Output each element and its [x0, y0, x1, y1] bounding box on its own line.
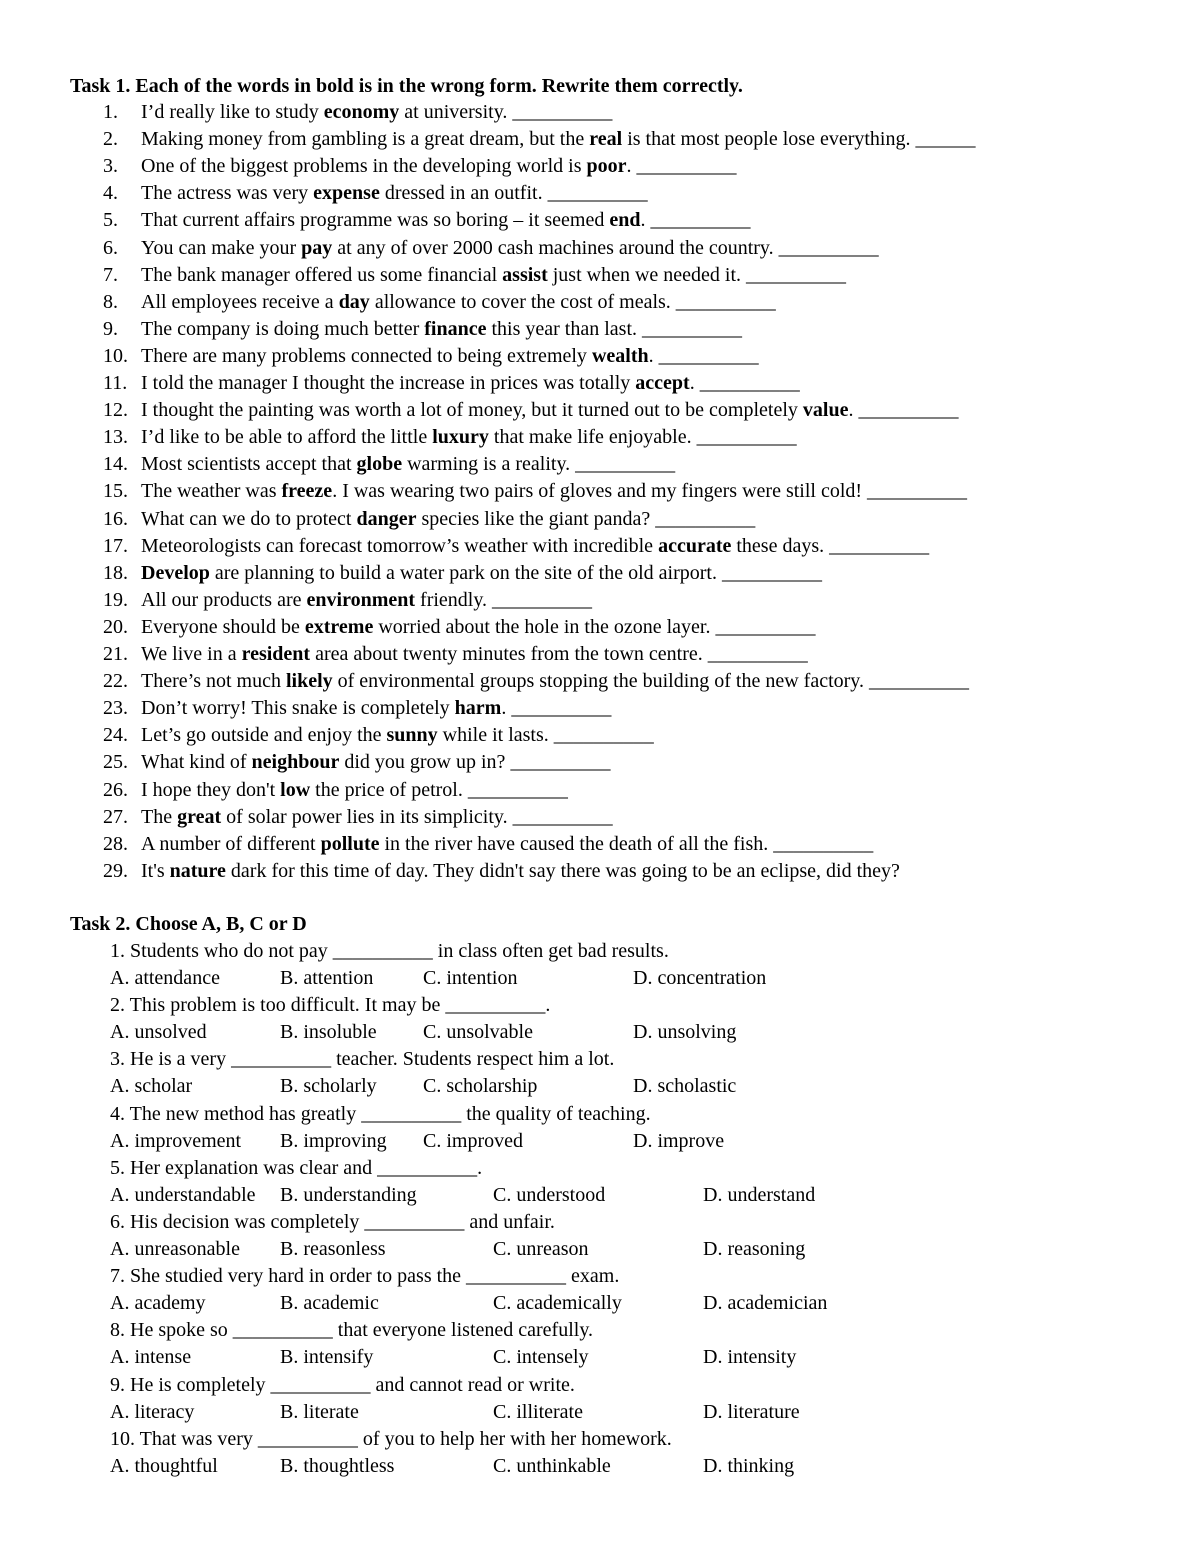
task2-question: 5. Her explanation was clear and __________. — [110, 1156, 483, 1179]
option-c[interactable]: C. understood — [493, 1183, 606, 1206]
task1-item — [103, 507, 755, 531]
option-a[interactable]: A. literacy — [110, 1400, 195, 1423]
task2-options — [110, 966, 910, 990]
item-sentence — [141, 535, 929, 557]
item-number: 18. — [103, 561, 128, 584]
item-number: 26. — [103, 778, 128, 801]
bold-word: accept — [635, 372, 690, 394]
bold-word: extreme — [304, 615, 374, 638]
sentence-before: There’s not much — [141, 670, 286, 693]
item-number: 1. — [103, 101, 118, 123]
option-d[interactable]: D. unsolving — [633, 1021, 737, 1044]
item-number: 29. — [103, 859, 128, 882]
item-sentence — [141, 779, 568, 801]
item-sentence — [141, 182, 648, 204]
sentence-before: I thought the painting was worth a lot of money, but it turned out to be completely — [141, 399, 803, 422]
sentence-after: dressed in an outfit. __________ — [379, 182, 648, 205]
option-c[interactable]: C. unsolvable — [423, 1021, 533, 1044]
item-sentence — [141, 562, 822, 584]
task1-item — [103, 290, 776, 314]
task1-item — [103, 588, 592, 612]
sentence-after: friendly. __________ — [415, 588, 593, 611]
option-d[interactable]: D. improve — [633, 1129, 725, 1152]
item-number: 21. — [103, 643, 128, 665]
item-sentence — [141, 697, 611, 719]
option-a[interactable]: A. unsolved — [110, 1021, 207, 1044]
item-sentence — [141, 101, 612, 123]
option-b[interactable]: B. intensify — [280, 1346, 374, 1369]
option-c[interactable]: C. intention — [423, 967, 518, 989]
bold-word: pay — [301, 236, 333, 259]
item-sentence — [141, 643, 808, 665]
sentence-after: . __________ — [648, 344, 759, 367]
option-b[interactable]: B. improving — [280, 1129, 387, 1152]
task1-item — [103, 127, 975, 151]
sentence-before: Let’s go outside and enjoy the — [141, 724, 387, 747]
task1-item — [103, 344, 759, 368]
option-d[interactable]: D. intensity — [703, 1346, 797, 1369]
bold-word: wealth — [591, 344, 649, 367]
option-a[interactable]: A. understandable — [110, 1183, 256, 1206]
item-number: 16. — [103, 507, 128, 530]
option-b[interactable]: B. understanding — [280, 1183, 417, 1206]
item-number: 27. — [103, 805, 128, 828]
sentence-before: The weather was — [141, 480, 282, 503]
sentence-after: at university. __________ — [399, 101, 613, 123]
item-number: 24. — [103, 724, 128, 747]
item-number: 4. — [103, 182, 118, 205]
item-number: 5. — [103, 209, 118, 232]
item-number: 20. — [103, 615, 128, 638]
option-c[interactable]: C. academically — [493, 1292, 622, 1315]
sentence-after: in the river have caused the death of all the fish. __________ — [379, 832, 874, 855]
item-number: 17. — [103, 534, 128, 557]
item-number: 15. — [103, 480, 128, 503]
bold-word: assist — [502, 263, 548, 286]
task1-item — [103, 100, 612, 124]
sentence-after: . __________ — [848, 399, 959, 422]
sentence-before: Don’t worry! This snake is completely — [141, 697, 455, 720]
task2-options — [110, 1129, 910, 1153]
item-number: 7. — [103, 263, 118, 286]
sentence-after: . __________ — [501, 697, 612, 720]
item-sentence — [141, 806, 613, 828]
sentence-after: did you grow up in? __________ — [339, 751, 611, 774]
sentence-after: of solar power lies in its simplicity. __________ — [221, 805, 613, 828]
task1-title: Task 1. Each of the words in bold is in the wrong form. Rewrite them correctly. — [70, 75, 743, 97]
item-sentence — [141, 508, 755, 530]
bold-word: luxury — [432, 426, 489, 449]
option-a[interactable]: A. improvement — [110, 1129, 242, 1152]
sentence-after: dark for this time of day. They didn't say there was going to be an eclipse, did they? — [225, 859, 900, 882]
sentence-after: just when we needed it. __________ — [547, 263, 847, 286]
task1-item — [103, 805, 613, 829]
sentence-before: All employees receive a — [141, 290, 339, 313]
sentence-before: Meteorologists can forecast tomorrow’s weather with incredible — [141, 534, 659, 557]
option-d[interactable]: D. understand — [703, 1183, 816, 1206]
option-d[interactable]: D. scholastic — [633, 1075, 737, 1098]
item-number: 13. — [103, 426, 128, 449]
option-b[interactable]: B. reasonless — [280, 1238, 386, 1260]
task2-options — [110, 1074, 910, 1098]
option-c[interactable]: C. illiterate — [493, 1400, 583, 1423]
option-b[interactable]: B. academic — [280, 1292, 379, 1315]
task2-question: 1. Students who do not pay __________ in class often get bad results. — [110, 940, 669, 962]
bold-word: expense — [313, 182, 380, 205]
bold-word: harm — [454, 697, 502, 720]
task1-item — [103, 263, 846, 287]
sentence-after: this year than last. __________ — [486, 317, 743, 340]
task1-item — [103, 479, 967, 503]
sentence-before: I told the manager I thought the increase in prices was totally — [141, 372, 636, 394]
option-a[interactable]: A. unreasonable — [110, 1238, 240, 1260]
sentence-before: You can make your — [141, 236, 302, 259]
task1-item — [103, 208, 751, 232]
task2-options — [110, 1400, 910, 1424]
sentence-before: We live in a — [141, 643, 242, 665]
bold-word: economy — [323, 101, 400, 123]
sentence-before: The bank manager offered us some financial — [141, 263, 503, 286]
sentence-before: The company is doing much better — [141, 317, 425, 340]
task1-item — [103, 236, 879, 260]
task1-item — [103, 425, 797, 449]
sentence-after: species like the giant panda? __________ — [416, 507, 756, 530]
option-a[interactable]: A. academy — [110, 1292, 206, 1315]
option-c[interactable]: C. intensely — [493, 1346, 589, 1369]
bold-word: value — [802, 399, 849, 422]
task1-item — [103, 181, 648, 205]
item-number: 14. — [103, 453, 128, 476]
bold-word: real — [589, 128, 623, 151]
task2-question: 2. This problem is too difficult. It may be __________. — [110, 994, 551, 1017]
task1-item — [103, 750, 610, 774]
sentence-before: One of the biggest problems in the developing world is — [141, 155, 587, 178]
sentence-before: What can we do to protect — [141, 507, 357, 530]
option-a[interactable]: A. intense — [110, 1346, 192, 1369]
item-sentence — [141, 345, 759, 367]
item-number: 8. — [103, 290, 118, 313]
item-sentence — [141, 209, 751, 231]
item-sentence — [141, 616, 815, 638]
task1-item — [103, 615, 815, 639]
task1-item — [103, 398, 958, 422]
option-d[interactable]: D. concentration — [633, 967, 767, 989]
item-sentence — [141, 860, 900, 882]
item-sentence — [141, 318, 742, 340]
option-b[interactable]: B. literate — [280, 1400, 359, 1423]
sentence-after: worried about the hole in the ozone layer. __________ — [373, 615, 816, 638]
item-sentence — [141, 291, 776, 313]
option-a[interactable]: A. attendance — [110, 967, 220, 989]
item-sentence — [141, 128, 975, 150]
item-sentence — [141, 670, 969, 692]
task1-item — [103, 669, 969, 693]
sentence-before: What kind of — [141, 751, 252, 774]
task2-question: 9. He is completely __________ and cannot read or write. — [110, 1373, 575, 1396]
item-number: 10. — [103, 344, 128, 367]
option-b[interactable]: B. attention — [280, 967, 374, 989]
task1-item — [103, 452, 675, 476]
item-sentence — [141, 724, 654, 746]
item-sentence — [141, 399, 958, 421]
task2-options — [110, 1183, 910, 1207]
bold-word: accurate — [658, 534, 732, 557]
bold-word: poor — [586, 155, 627, 178]
task1-item — [103, 859, 900, 883]
sentence-after: at any of over 2000 cash machines around the country. __________ — [332, 236, 879, 259]
sentence-before: I’d really like to study — [141, 101, 324, 123]
sentence-before: It's — [141, 859, 170, 882]
item-sentence — [141, 426, 797, 448]
bold-word: environment — [306, 588, 416, 611]
item-sentence — [141, 751, 610, 773]
bold-word: pollute — [320, 832, 380, 855]
sentence-after: . __________ — [689, 372, 800, 394]
sentence-before: There are many problems connected to being extremely — [141, 344, 592, 367]
sentence-after: the price of petrol. __________ — [310, 778, 568, 801]
item-sentence — [141, 833, 873, 855]
task2-question: 6. His decision was completely __________ and unfair. — [110, 1211, 555, 1233]
bold-word: low — [280, 778, 311, 801]
task2-options — [110, 1345, 910, 1369]
sentence-after: . __________ — [626, 155, 737, 178]
item-sentence — [141, 480, 967, 502]
sentence-after: . I was wearing two pairs of gloves and my fingers were still cold! __________ — [332, 480, 968, 503]
task2-question: 4. The new method has greatly __________ the quality of teaching. — [110, 1102, 651, 1125]
option-c[interactable]: C. improved — [423, 1129, 523, 1152]
sentence-before: I’d like to be able to afford the little — [141, 426, 433, 449]
sentence-after: area about twenty minutes from the town centre. __________ — [310, 643, 808, 665]
option-b[interactable]: B. scholarly — [280, 1075, 377, 1098]
bold-word: great — [177, 805, 222, 828]
task1-item — [103, 154, 736, 178]
bold-word: danger — [356, 507, 417, 530]
sentence-after: warming is a reality. __________ — [402, 453, 676, 476]
sentence-before: That current affairs programme was so boring – it seemed — [141, 209, 610, 232]
bold-word: freeze — [281, 480, 333, 503]
item-number: 28. — [103, 832, 128, 855]
item-number: 3. — [103, 155, 118, 178]
sentence-after: is that most people lose everything. ______ — [622, 128, 976, 151]
sentence-after: are planning to build a water park on the site of the old airport. __________ — [209, 561, 822, 584]
bold-word: neighbour — [251, 751, 340, 774]
sentence-after: these days. __________ — [731, 534, 930, 557]
task1-item — [103, 642, 808, 666]
option-c[interactable]: C. unreason — [493, 1238, 589, 1260]
item-number: 11. — [103, 372, 128, 394]
item-number: 9. — [103, 317, 118, 340]
item-number: 12. — [103, 399, 128, 422]
bold-word: finance — [424, 317, 487, 340]
item-number: 2. — [103, 128, 118, 151]
item-number: 22. — [103, 670, 128, 693]
sentence-before: Making money from gambling is a great dream, but the — [141, 128, 590, 151]
task2-question: 10. That was very __________ of you to help her with her homework. — [110, 1427, 672, 1450]
item-number: 6. — [103, 236, 118, 259]
option-d[interactable]: D. academician — [703, 1292, 828, 1315]
item-number: 23. — [103, 697, 128, 720]
option-c[interactable]: C. unthinkable — [493, 1454, 611, 1477]
bold-word: day — [338, 290, 370, 313]
task2-options — [110, 1291, 910, 1315]
sentence-before: All our products are — [141, 588, 307, 611]
task2-options — [110, 1454, 910, 1478]
bold-word: likely — [285, 670, 333, 693]
bold-word: end — [609, 209, 641, 232]
task1-item — [103, 317, 742, 341]
sentence-after: of environmental groups stopping the building of the new factory. __________ — [332, 670, 970, 693]
option-d[interactable]: D. literature — [703, 1400, 800, 1423]
sentence-before: The — [141, 805, 178, 828]
option-d[interactable]: D. thinking — [703, 1454, 795, 1477]
sentence-after: . __________ — [640, 209, 751, 232]
bold-word: nature — [169, 859, 226, 882]
task1-item — [103, 778, 568, 802]
item-sentence — [141, 453, 675, 475]
option-b[interactable]: B. insoluble — [280, 1021, 377, 1044]
item-sentence — [141, 155, 736, 177]
sentence-before: Everyone should be — [141, 615, 305, 638]
sentence-before: A number of different — [141, 832, 321, 855]
task1-item — [103, 561, 822, 585]
option-a[interactable]: A. thoughtful — [110, 1454, 218, 1477]
task2-question: 3. He is a very __________ teacher. Students respect him a lot. — [110, 1048, 615, 1071]
sentence-before: I hope they don't — [141, 778, 281, 801]
task1-item — [103, 696, 611, 720]
task2-options — [110, 1237, 910, 1261]
task2-question: 8. He spoke so __________ that everyone listened carefully. — [110, 1319, 594, 1342]
option-a[interactable]: A. scholar — [110, 1075, 193, 1098]
bold-word: resident — [241, 643, 311, 665]
item-sentence — [141, 589, 592, 611]
sentence-before: The actress was very — [141, 182, 314, 205]
sentence-after: that make life enjoyable. __________ — [488, 426, 797, 449]
task1-item — [103, 371, 800, 395]
task2-title: Task 2. Choose A, B, C or D — [70, 913, 307, 935]
item-number: 19. — [103, 588, 128, 611]
sentence-after: allowance to cover the cost of meals. __________ — [369, 290, 776, 313]
item-sentence — [141, 237, 879, 259]
task2-options — [110, 1020, 910, 1044]
item-sentence — [141, 264, 846, 286]
task2-question: 7. She studied very hard in order to pass the __________ exam. — [110, 1265, 620, 1288]
bold-word: Develop — [141, 561, 210, 584]
sentence-before: Most scientists accept that — [141, 453, 357, 476]
sentence-after: while it lasts. __________ — [437, 724, 654, 747]
item-number: 25. — [103, 751, 128, 774]
bold-word: globe — [356, 453, 403, 476]
item-sentence — [141, 372, 800, 394]
bold-word: sunny — [386, 724, 438, 747]
task1-item — [103, 832, 873, 856]
option-b[interactable]: B. thoughtless — [280, 1454, 395, 1477]
option-c[interactable]: C. scholarship — [423, 1075, 538, 1098]
task1-item — [103, 534, 929, 558]
option-d[interactable]: D. reasoning — [703, 1238, 806, 1260]
task1-item — [103, 723, 654, 747]
